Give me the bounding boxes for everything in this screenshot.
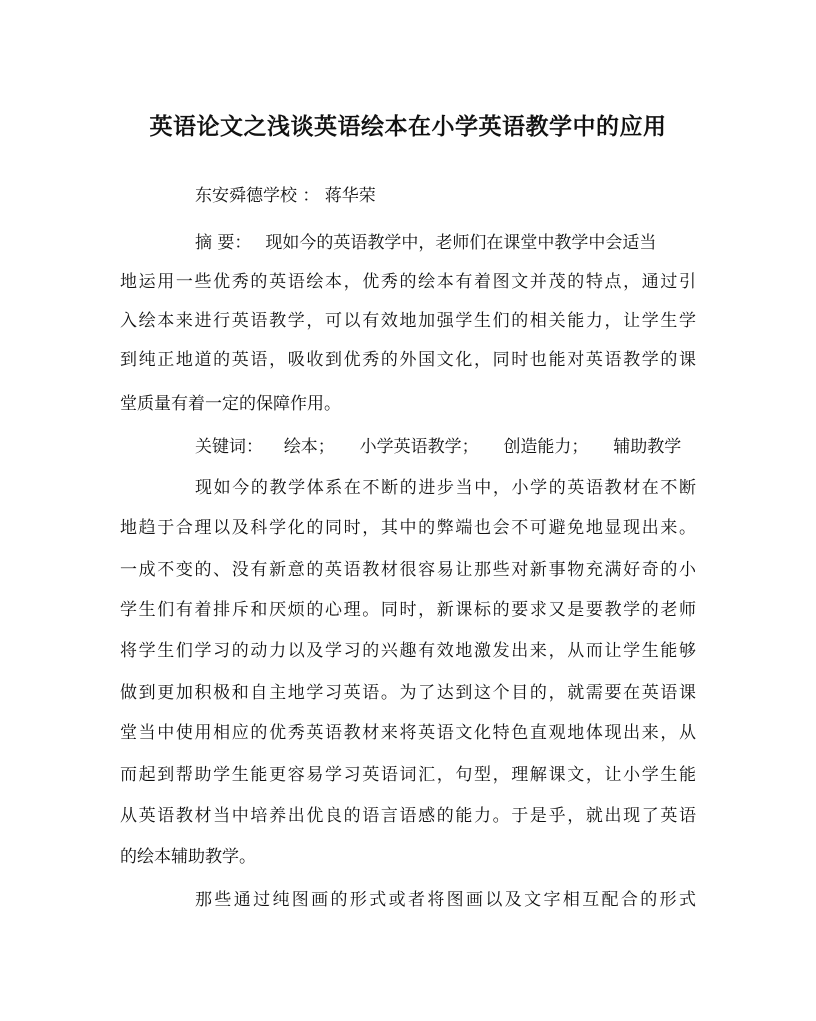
paragraph-line: 那些通过纯图画的形式或者将图画以及文字相互配合的形式 [195, 890, 696, 910]
abstract-line: 堂质量有着一定的保障作用。 [120, 394, 341, 414]
paragraph-line: 地趋于合理以及科学化的同时，其中的弊端也会不可避免地显现出来。 [120, 518, 696, 538]
keyword-item: 绘本； [283, 437, 335, 457]
paragraph-line: 将学生们学习的动力以及学习的兴趣有效地激发出来，从而让学生能够 [120, 641, 696, 661]
keywords-line [195, 436, 681, 458]
keyword-item: 辅助教学 [613, 437, 682, 457]
paragraph-line: 的绘本辅助教学。 [120, 847, 256, 867]
paragraph-line: 做到更加积极和自主地学习英语。为了达到这个目的，就需要在英语课 [120, 683, 696, 703]
document-title: 英语论文之浅谈英语绘本在小学英语教学中的应用 [149, 113, 667, 140]
keywords-label: 关键词： [195, 437, 263, 457]
abstract-label: 摘 要： [195, 233, 252, 253]
abstract-line: 入绘本来进行英语教学，可以有效地加强学生们的相关能力，让学生学 [120, 311, 696, 331]
abstract-text-0: 现如今的英语教学中，老师们在课堂中教学中会适当 [265, 233, 657, 253]
abstract-first-line [195, 232, 696, 254]
paragraph-line: 从英语教材当中培养出优良的语言语感的能力。于是乎，就出现了英语 [120, 806, 696, 826]
keyword-item: 小学英语教学； [359, 437, 479, 457]
paragraph-line: 学生们有着排斥和厌烦的心理。同时，新课标的要求又是要教学的老师 [120, 600, 696, 620]
paragraph-line: 堂当中使用相应的优秀英语教材来将英语文化特色直观地体现出来，从 [120, 723, 696, 743]
keyword-item: 创造能力； [503, 437, 589, 457]
abstract-line: 到纯正地道的英语，吸收到优秀的外国文化，同时也能对英语教学的课 [120, 350, 696, 370]
paragraph-line: 一成不变的、没有新意的英语教材很容易让那些对新事物充满好奇的小 [120, 560, 696, 580]
paragraph-line: 现如今的教学体系在不断的进步当中，小学的英语教材在不断 [195, 478, 696, 498]
paragraph-line: 而起到帮助学生能更容易学习英语词汇，句型，理解课文，让小学生能 [120, 765, 696, 785]
author-line: 东安舜德学校 ： 蒋华荣 [195, 186, 376, 206]
abstract-line: 地运用一些优秀的英语绘本，优秀的绘本有着图文并茂的特点，通过引 [120, 272, 696, 292]
